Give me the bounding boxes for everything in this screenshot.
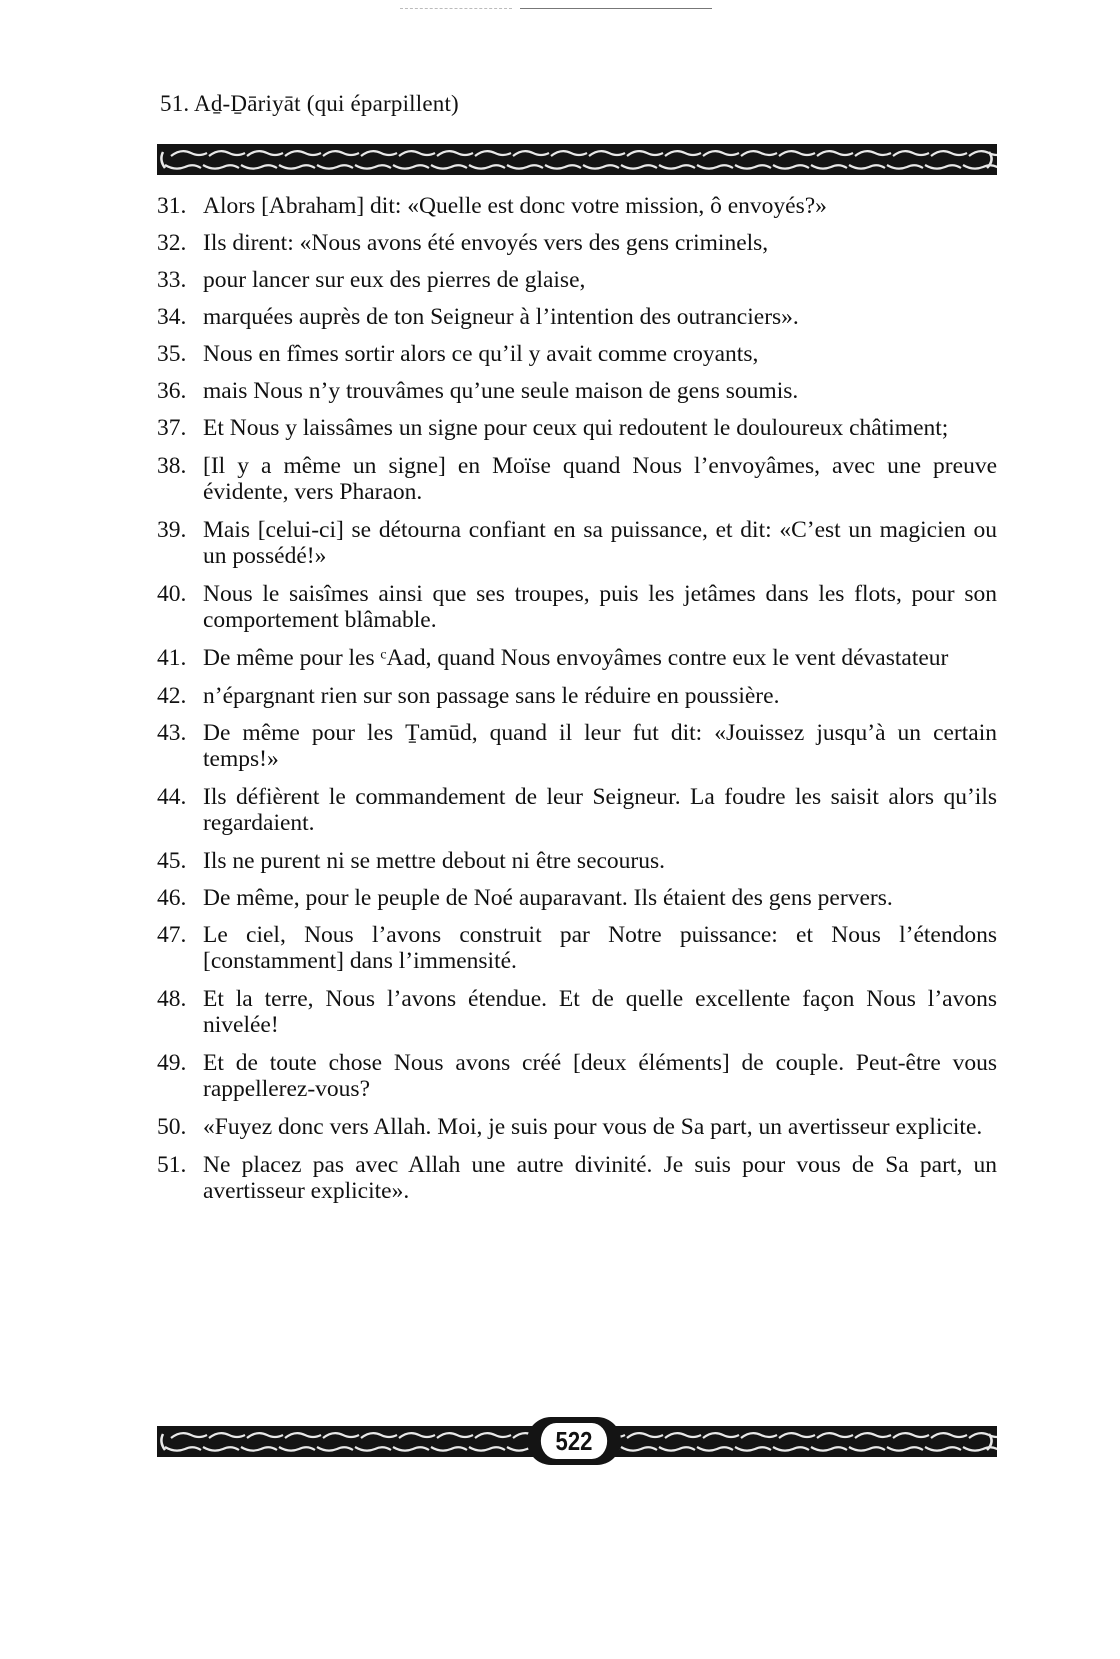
verse-item	[157, 267, 997, 293]
ornament-wave-lower	[431, 165, 467, 169]
verse-item	[157, 848, 997, 874]
ornament-wave-upper	[817, 151, 853, 156]
verse-text: Ils défièrent le commandement de leur Seigneur. La foudre les saisit alors qu’ils regardaient.	[203, 784, 997, 836]
ornament-wave-upper	[513, 151, 549, 156]
verse-item	[157, 784, 997, 836]
ornament-wave-upper	[323, 1433, 359, 1438]
ornament-wave-upper	[969, 1433, 997, 1438]
verse-text: De même pour les ᶜAad, quand Nous envoyâmes contre eux le vent dévastateur	[203, 645, 949, 671]
ornamental-border-top	[157, 144, 997, 175]
ornament-wave-lower	[469, 165, 505, 169]
verse-item	[157, 922, 997, 974]
ornament-wave-lower	[849, 165, 885, 169]
ornament-wave-upper	[665, 151, 701, 156]
ornament-wave-lower	[241, 165, 277, 169]
ornament-wave-lower	[925, 1447, 961, 1451]
verse-text: Nous en fîmes sortir alors ce qu’il y avait comme croyants,	[203, 341, 759, 367]
ornament-wave-upper	[399, 1433, 435, 1438]
ornament-wave-lower	[279, 165, 315, 169]
verse-text: Et Nous y laissâmes un signe pour ceux qui redoutent le douloureux châtiment;	[203, 415, 949, 441]
ornament-wave-lower	[431, 1447, 467, 1451]
ornament-wave-lower	[621, 1447, 657, 1451]
ornament-wave-upper	[779, 151, 815, 156]
ornament-wave-upper	[171, 151, 207, 156]
ornament-wave-upper	[171, 1433, 207, 1438]
verse-item	[157, 885, 997, 911]
scan-artifact-line	[400, 8, 512, 9]
verse-text: Ils ne purent ni se mettre debout ni être secourus.	[203, 848, 666, 874]
verse-number: 37.	[157, 415, 187, 441]
ornament-wave-lower	[165, 1447, 201, 1451]
verse-text: marquées auprès de ton Seigneur à l’intention des outranciers».	[203, 304, 799, 330]
verse-item	[157, 341, 997, 367]
verse-item	[157, 230, 997, 256]
ornament-wave-upper	[741, 1433, 777, 1438]
verse-text: [Il y a même un signe] en Moïse quand Nous l’envoyâmes, avec une preuve évidente, vers Pharaon.	[203, 453, 997, 505]
ornament-wave-upper	[437, 1433, 473, 1438]
verse-item	[157, 1152, 997, 1204]
verse-item	[157, 453, 997, 505]
ornament-wave-lower	[165, 165, 201, 169]
verse-item	[157, 1050, 997, 1102]
verse-text: Et la terre, Nous l’avons étendue. Et de quelle excellente façon Nous l’avons nivelée!	[203, 986, 997, 1038]
ornament-wave-upper	[209, 1433, 245, 1438]
ornament-wave-lower	[849, 1447, 885, 1451]
ornament-wave-upper	[855, 151, 891, 156]
verse-number: 46.	[157, 885, 187, 911]
verse-number: 31.	[157, 193, 187, 219]
page-header-title: 51. Aḏ-Ḏāriyāt (qui éparpillent)	[160, 91, 459, 116]
verse-number: 47.	[157, 922, 187, 948]
verse-item	[157, 683, 997, 709]
verse-number: 33.	[157, 267, 187, 293]
ornament-wave-upper	[779, 1433, 815, 1438]
ornament-wave-upper	[285, 151, 321, 156]
verse-number: 40.	[157, 581, 187, 607]
ornament-wave-upper	[817, 1433, 853, 1438]
ornament-wave-upper	[209, 151, 245, 156]
ornament-wave-lower	[659, 165, 695, 169]
verse-item	[157, 193, 997, 219]
ornament-wave-lower	[811, 1447, 847, 1451]
ornament-wave-lower	[811, 165, 847, 169]
verse-text: n’épargnant rien sur son passage sans le réduire en poussière.	[203, 683, 780, 709]
ornament-wave-upper	[893, 1433, 929, 1438]
ornament-wave-lower	[773, 1447, 809, 1451]
ornament-wave-lower	[735, 1447, 771, 1451]
ornament-wave-lower	[697, 1447, 733, 1451]
ornament-wave-upper	[855, 1433, 891, 1438]
ornament-wave-lower	[355, 165, 391, 169]
verse-text: Ils dirent: «Nous avons été envoyés vers des gens criminels,	[203, 230, 769, 256]
page-number-badge	[527, 1417, 621, 1465]
verse-number: 49.	[157, 1050, 187, 1076]
verse-text: Mais [celui-ci] se détourna confiant en sa puissance, et dit: «C’est un magicien ou un possédé!»	[203, 517, 997, 569]
ornament-wave-upper	[247, 1433, 283, 1438]
ornament-wave-lower	[507, 165, 543, 169]
ornament-wave-lower	[393, 165, 429, 169]
ornament-wave-lower	[545, 165, 581, 169]
ornament-wave-lower	[963, 1447, 997, 1451]
ornament-wave-lower	[925, 165, 961, 169]
ornament-wave-upper	[323, 151, 359, 156]
ornament-wave-upper	[627, 151, 663, 156]
ornament-wave-lower	[279, 1447, 315, 1451]
verse-item	[157, 645, 997, 671]
ornament-wave-upper	[475, 1433, 511, 1438]
verse-number: 48.	[157, 986, 187, 1012]
verse-number: 34.	[157, 304, 187, 330]
verse-number: 44.	[157, 784, 187, 810]
verse-number: 35.	[157, 341, 187, 367]
ornament-wave-lower	[317, 165, 353, 169]
ornament-wave-lower	[887, 1447, 923, 1451]
ornament-wave-lower	[241, 1447, 277, 1451]
ornament-wave-lower	[659, 1447, 695, 1451]
ornament-wave-lower	[355, 1447, 391, 1451]
ornament-wave-upper	[665, 1433, 701, 1438]
verse-text: Ne placez pas avec Allah une autre divinité. Je suis pour vous de Sa part, un avertisseur explicite».	[203, 1152, 997, 1204]
verse-text: Nous le saisîmes ainsi que ses troupes, puis les jetâmes dans les flots, pour son comportement blâmable.	[203, 581, 997, 633]
ornament-wave-upper	[703, 1433, 739, 1438]
verse-text: Le ciel, Nous l’avons construit par Notre puissance: et Nous l’étendons [constamment] dans l’immensité.	[203, 922, 997, 974]
verse-item	[157, 1114, 997, 1140]
ornament-wave-upper	[931, 151, 967, 156]
ornament-wave-lower	[735, 165, 771, 169]
ornament-wave-lower	[317, 1447, 353, 1451]
ornament-wave-lower	[583, 165, 619, 169]
verse-text: mais Nous n’y trouvâmes qu’une seule maison de gens soumis.	[203, 378, 799, 404]
verse-item	[157, 304, 997, 330]
ornament-end-left	[161, 152, 165, 168]
ornament-wave-upper	[893, 151, 929, 156]
ornament-wave-upper	[551, 151, 587, 156]
verse-item	[157, 415, 997, 441]
ornament-wave-lower	[203, 165, 239, 169]
ornament-wave-upper	[399, 151, 435, 156]
verse-item	[157, 986, 997, 1038]
ornament-wave-upper	[589, 151, 625, 156]
ornament-wave-upper	[247, 151, 283, 156]
page-number: 522	[541, 1423, 607, 1459]
verse-list	[157, 193, 997, 1204]
verse-number: 42.	[157, 683, 187, 709]
ornament-wave-lower	[621, 165, 657, 169]
verse-item	[157, 378, 997, 404]
ornament-wave-upper	[627, 1433, 663, 1438]
ornament-wave-lower	[469, 1447, 505, 1451]
verse-item	[157, 517, 997, 569]
verse-number: 36.	[157, 378, 187, 404]
ornament-wave-upper	[437, 151, 473, 156]
ornament-wave-lower	[963, 165, 997, 169]
ornament-wave-lower	[203, 1447, 239, 1451]
verse-text: De même, pour le peuple de Noé auparavant. Ils étaient des gens pervers.	[203, 885, 893, 911]
verse-number: 32.	[157, 230, 187, 256]
ornament-wave-upper	[285, 1433, 321, 1438]
verse-number: 39.	[157, 517, 187, 543]
verse-text: «Fuyez donc vers Allah. Moi, je suis pour vous de Sa part, un avertisseur explicite.	[203, 1114, 983, 1140]
top-rule	[520, 8, 712, 9]
verse-number: 50.	[157, 1114, 187, 1140]
ornament-wave-upper	[969, 151, 997, 156]
ornament-pattern-icon	[157, 144, 997, 175]
verse-item	[157, 720, 997, 772]
ornament-end-left	[161, 1434, 165, 1450]
verse-text: De même pour les Ṯamūd, quand il leur fut dit: «Jouissez jusqu’à un certain temps!»	[203, 720, 997, 772]
verse-number: 41.	[157, 645, 187, 671]
verse-text: Alors [Abraham] dit: «Quelle est donc votre mission, ô envoyés?»	[203, 193, 827, 219]
verse-item	[157, 581, 997, 633]
verse-number: 43.	[157, 720, 187, 746]
ornament-wave-lower	[697, 165, 733, 169]
ornament-wave-upper	[475, 151, 511, 156]
ornament-wave-lower	[773, 165, 809, 169]
ornament-wave-upper	[741, 151, 777, 156]
ornament-wave-lower	[393, 1447, 429, 1451]
verse-text: pour lancer sur eux des pierres de glaise,	[203, 267, 586, 293]
ornament-wave-upper	[703, 151, 739, 156]
ornament-wave-upper	[931, 1433, 967, 1438]
ornament-wave-lower	[887, 165, 923, 169]
ornament-wave-upper	[361, 1433, 397, 1438]
ornament-wave-upper	[361, 151, 397, 156]
verse-number: 45.	[157, 848, 187, 874]
verse-number: 38.	[157, 453, 187, 479]
verse-text: Et de toute chose Nous avons créé [deux éléments] de couple. Peut-être vous rappellerez-vous?	[203, 1050, 997, 1102]
verse-number: 51.	[157, 1152, 187, 1178]
